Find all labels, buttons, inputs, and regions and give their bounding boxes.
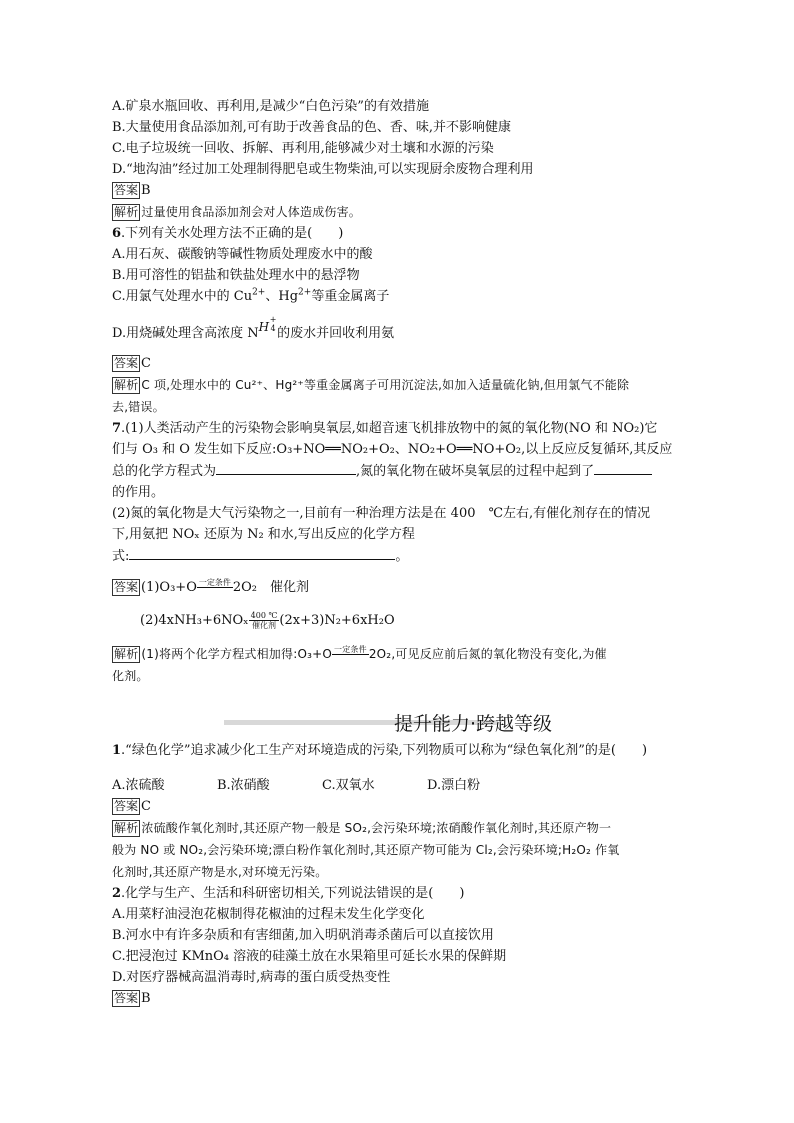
explain-text: 2O₂,可见反应前后氮的氧化物没有变化,为催: [368, 647, 607, 661]
equation-text: 2O₂ 催化剂: [232, 580, 309, 595]
q7-line-5: (2)氮的氧化物是大气污染物之一,目前有一种治理方法是在 400 ℃左右,有催化剂存在的情况: [112, 506, 651, 521]
q5-option-c: C.电子垃圾统一回收、拆解、再利用,能够减少对土壤和水源的污染: [112, 141, 494, 156]
explain-text: 化剂。: [112, 669, 149, 683]
explain-text: 化剂时,其还原产物是水,对环境无污染。: [112, 865, 328, 879]
condition-text: 一定条件: [198, 578, 231, 587]
q7-answer-2: [112, 610, 682, 631]
p2-option-a: A.用菜籽油浸泡花椒制得花椒油的过程未发生化学变化: [112, 907, 425, 922]
option-c: C.双氧水: [322, 778, 375, 793]
q7-answer-1: [112, 577, 682, 598]
q5-answer: [112, 180, 682, 201]
opt-text: C.用氯气处理水中的 Cu: [112, 289, 253, 304]
q7-line-6: 下,用氨把 NOₓ 还原为 N₂ 和水,写出反应的化学方程: [112, 527, 415, 542]
ion-formula: H: [258, 320, 270, 334]
answer-label: 答案: [114, 580, 139, 594]
p1-options: [112, 775, 682, 796]
explain-text: C 项,处理水中的 Cu²⁺、Hg²⁺等重金属离子可用沉淀法,如加入适量硫化钠,但用氯气不能除: [141, 378, 630, 392]
answer-label: 答案: [114, 183, 139, 197]
section-header: [112, 707, 682, 737]
question-number: 2: [112, 886, 122, 901]
question-text: 。: [395, 549, 409, 564]
question-number: 1: [112, 743, 122, 758]
p2-answer: [112, 988, 682, 1009]
q6-option-a: A.用石灰、碳酸钠等碱性物质处理废水中的酸: [112, 247, 373, 262]
section-title: 提升能力·跨越等级: [394, 713, 553, 735]
q6-option-b: B.用可溶性的铝盐和铁盐处理水中的悬浮物: [112, 268, 360, 283]
subscript: 4: [270, 324, 276, 333]
answer-label: 答案: [114, 799, 139, 813]
opt-text: 等重金属离子: [311, 289, 390, 304]
q5-option-a: A.矿泉水瓶回收、再利用,是减少“白色污染”的有效措施: [112, 99, 429, 114]
q6-option-d: [112, 315, 682, 344]
option-a: A.浓硫酸: [112, 778, 165, 793]
equation-text: (1)O₃+O: [141, 580, 197, 595]
p2-option-b: B.河水中有许多杂质和有害细菌,加入明矾消毒杀菌后可以直接饮用: [112, 928, 494, 943]
explain-label: 解析: [114, 821, 139, 835]
q7-line-1: [112, 418, 682, 439]
p2-option-d: D.对医疗器械高温消毒时,病毒的蛋白质受热变性: [112, 970, 391, 985]
question-text: 总的化学方程式为: [112, 464, 217, 479]
question-text: .(1)人类活动产生的污染物会影响臭氧层,如超音速飞机排放物中的氮的氧化物(NO 和 NO₂)它: [121, 421, 658, 436]
question-text: .化学与生产、生活和科研密切相关,下列说法错误的是( ): [121, 886, 465, 901]
opt-text: D.用烧碱处理含高浓度 N: [112, 326, 259, 341]
question-text: .“绿色化学”追求减少化工生产对环境造成的污染,下列物质可以称为“绿色氧化剂”的是( ): [121, 743, 648, 758]
q6-option-c: [112, 286, 682, 307]
blank-2[interactable]: [594, 460, 652, 475]
equation-text: (2)4xNH₃+6NOₓ: [140, 613, 249, 628]
superscript: +: [269, 315, 277, 324]
equation-text: (2x+3)N₂+6xH₂O: [279, 613, 395, 628]
section-questions: [112, 740, 682, 1009]
q5-option-d: D.“地沟油”经过加工处理制得肥皂或生物柴油,可以实现厨余废物合理利用: [112, 162, 534, 177]
blank-1[interactable]: [216, 460, 356, 475]
question-number: 7: [112, 421, 122, 436]
explain-text: 去,错误。: [112, 400, 165, 414]
explain-text: 浓硫酸作氧化剂时,其还原产物一般是 SO₂,会污染环境;浓硝酸作氧化剂时,其还原产物一: [141, 821, 612, 835]
question-text: ,氮的氧化物在破坏臭氧层的过程中起到了: [356, 464, 595, 479]
condition-text: 一定条件: [334, 645, 367, 654]
explain-label: 解析: [114, 647, 139, 661]
q7-line-2: 们与 O₃ 和 O 发生如下反应:O₃+NO══NO₂+O₂、NO₂+O══NO+O₂,以上反应反复循环,其反应: [112, 442, 673, 457]
p1-explanation: [112, 817, 682, 883]
document-body: [112, 96, 682, 687]
q6-explanation: [112, 374, 682, 418]
q7-line-7: [112, 545, 682, 567]
condition-text: 催化剂: [252, 621, 277, 630]
option-d: D.漂白粉: [427, 778, 481, 793]
q5-option-b: B.大量使用食品添加剂,可有助于改善食品的色、香、味,并不影响健康: [112, 120, 511, 135]
question-text: 式:: [112, 549, 130, 564]
q5-explanation: [112, 201, 682, 223]
question-number: 6: [112, 226, 122, 241]
explain-text: (1)将两个化学方程式相加得:O₃+O: [141, 647, 333, 661]
reaction-condition: [197, 578, 233, 597]
superscript: 2+: [298, 287, 312, 298]
q6-stem: [112, 223, 682, 244]
question-text: .下列有关水处理方法不正确的是( ): [121, 226, 344, 241]
q7-explanation: [112, 643, 682, 687]
opt-text: 、Hg: [265, 289, 299, 304]
answer-value: C: [141, 799, 151, 814]
explain-text: 般为 NO 或 NO₂,会污染环境;漂白粉作氧化剂时,其还原产物可能为 Cl₂,会污染环境;H₂O₂ 作氧: [112, 843, 620, 857]
explain-label: 解析: [114, 205, 139, 219]
opt-text: 的废水并回收利用氨: [277, 326, 395, 341]
explain-text: 过量使用食品添加剂会对人体造成伤害。: [141, 205, 362, 219]
p2-stem: [112, 883, 682, 904]
superscript: 2+: [252, 287, 266, 298]
answer-value: B: [141, 183, 151, 198]
answer-label: 答案: [114, 356, 139, 370]
blank-3[interactable]: [129, 545, 395, 560]
answer-value: C: [141, 356, 151, 371]
option-b: B.浓硝酸: [217, 778, 270, 793]
q6-answer: [112, 353, 682, 374]
answer-label: 答案: [114, 991, 139, 1005]
explain-label: 解析: [114, 378, 139, 392]
p1-answer: [112, 796, 682, 817]
reaction-condition: [249, 611, 280, 630]
answer-value: B: [141, 991, 151, 1006]
p1-stem: [112, 740, 682, 761]
q7-line-4: 的作用。: [112, 485, 165, 500]
q7-line-3: [112, 460, 682, 482]
condition-text: 400 ℃: [250, 611, 278, 620]
p2-option-c: C.把浸泡过 KMnO₄ 溶液的硅藻土放在水果箱里可延长水果的保鲜期: [112, 949, 507, 964]
reaction-condition: [332, 645, 369, 664]
